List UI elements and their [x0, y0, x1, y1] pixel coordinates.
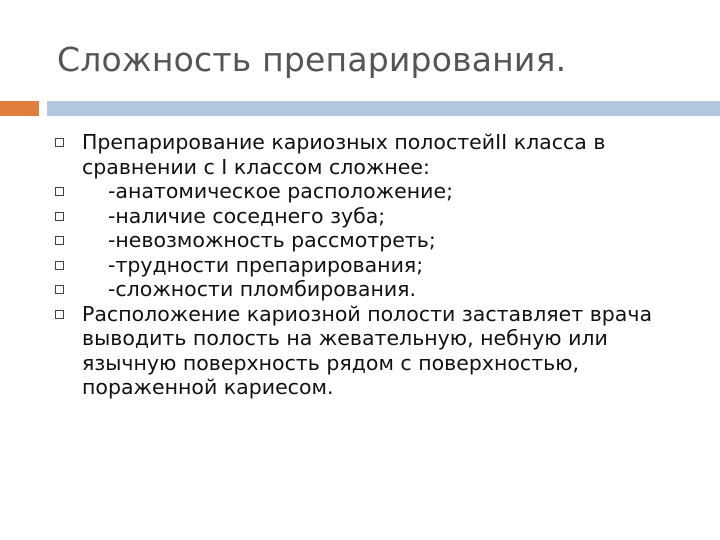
- slide-title: Сложность препарирования.: [57, 40, 567, 79]
- list-item: [52, 130, 692, 179]
- list-item: [52, 179, 692, 204]
- bullet-list: [52, 130, 692, 400]
- square-bullet-icon: [55, 212, 64, 221]
- list-item: [52, 277, 692, 302]
- list-item-text: Расположение кариозной полости заставляет врача выводить полость на жевательную, небную или язычную поверхность рядом с поверхностью, пораженной кариесом.: [82, 301, 653, 399]
- list-item: [52, 204, 692, 229]
- list-item-text: -сложности пломбирования.: [108, 277, 417, 301]
- square-bullet-icon: [55, 261, 64, 270]
- list-item-text: -анатомическое расположение;: [108, 179, 454, 203]
- accent-bar: [0, 101, 39, 116]
- title-divider-bar: [47, 101, 720, 116]
- square-bullet-icon: [55, 236, 64, 245]
- square-bullet-icon: [55, 187, 64, 196]
- title-area: [0, 0, 720, 100]
- list-item-text: -невозможность рассмотреть;: [108, 228, 436, 252]
- list-item: [52, 302, 692, 400]
- list-item-text: Препарирование кариозных полостейII класса в сравнении с I классом сложнее:: [82, 130, 606, 179]
- square-bullet-icon: [55, 310, 64, 319]
- list-item-text: -трудности препарирования;: [108, 252, 424, 277]
- list-item: [52, 253, 692, 278]
- list-item-text: -наличие соседнего зуба;: [108, 203, 386, 228]
- square-bullet-icon: [55, 285, 64, 294]
- list-item: [52, 228, 692, 253]
- square-bullet-icon: [55, 138, 64, 147]
